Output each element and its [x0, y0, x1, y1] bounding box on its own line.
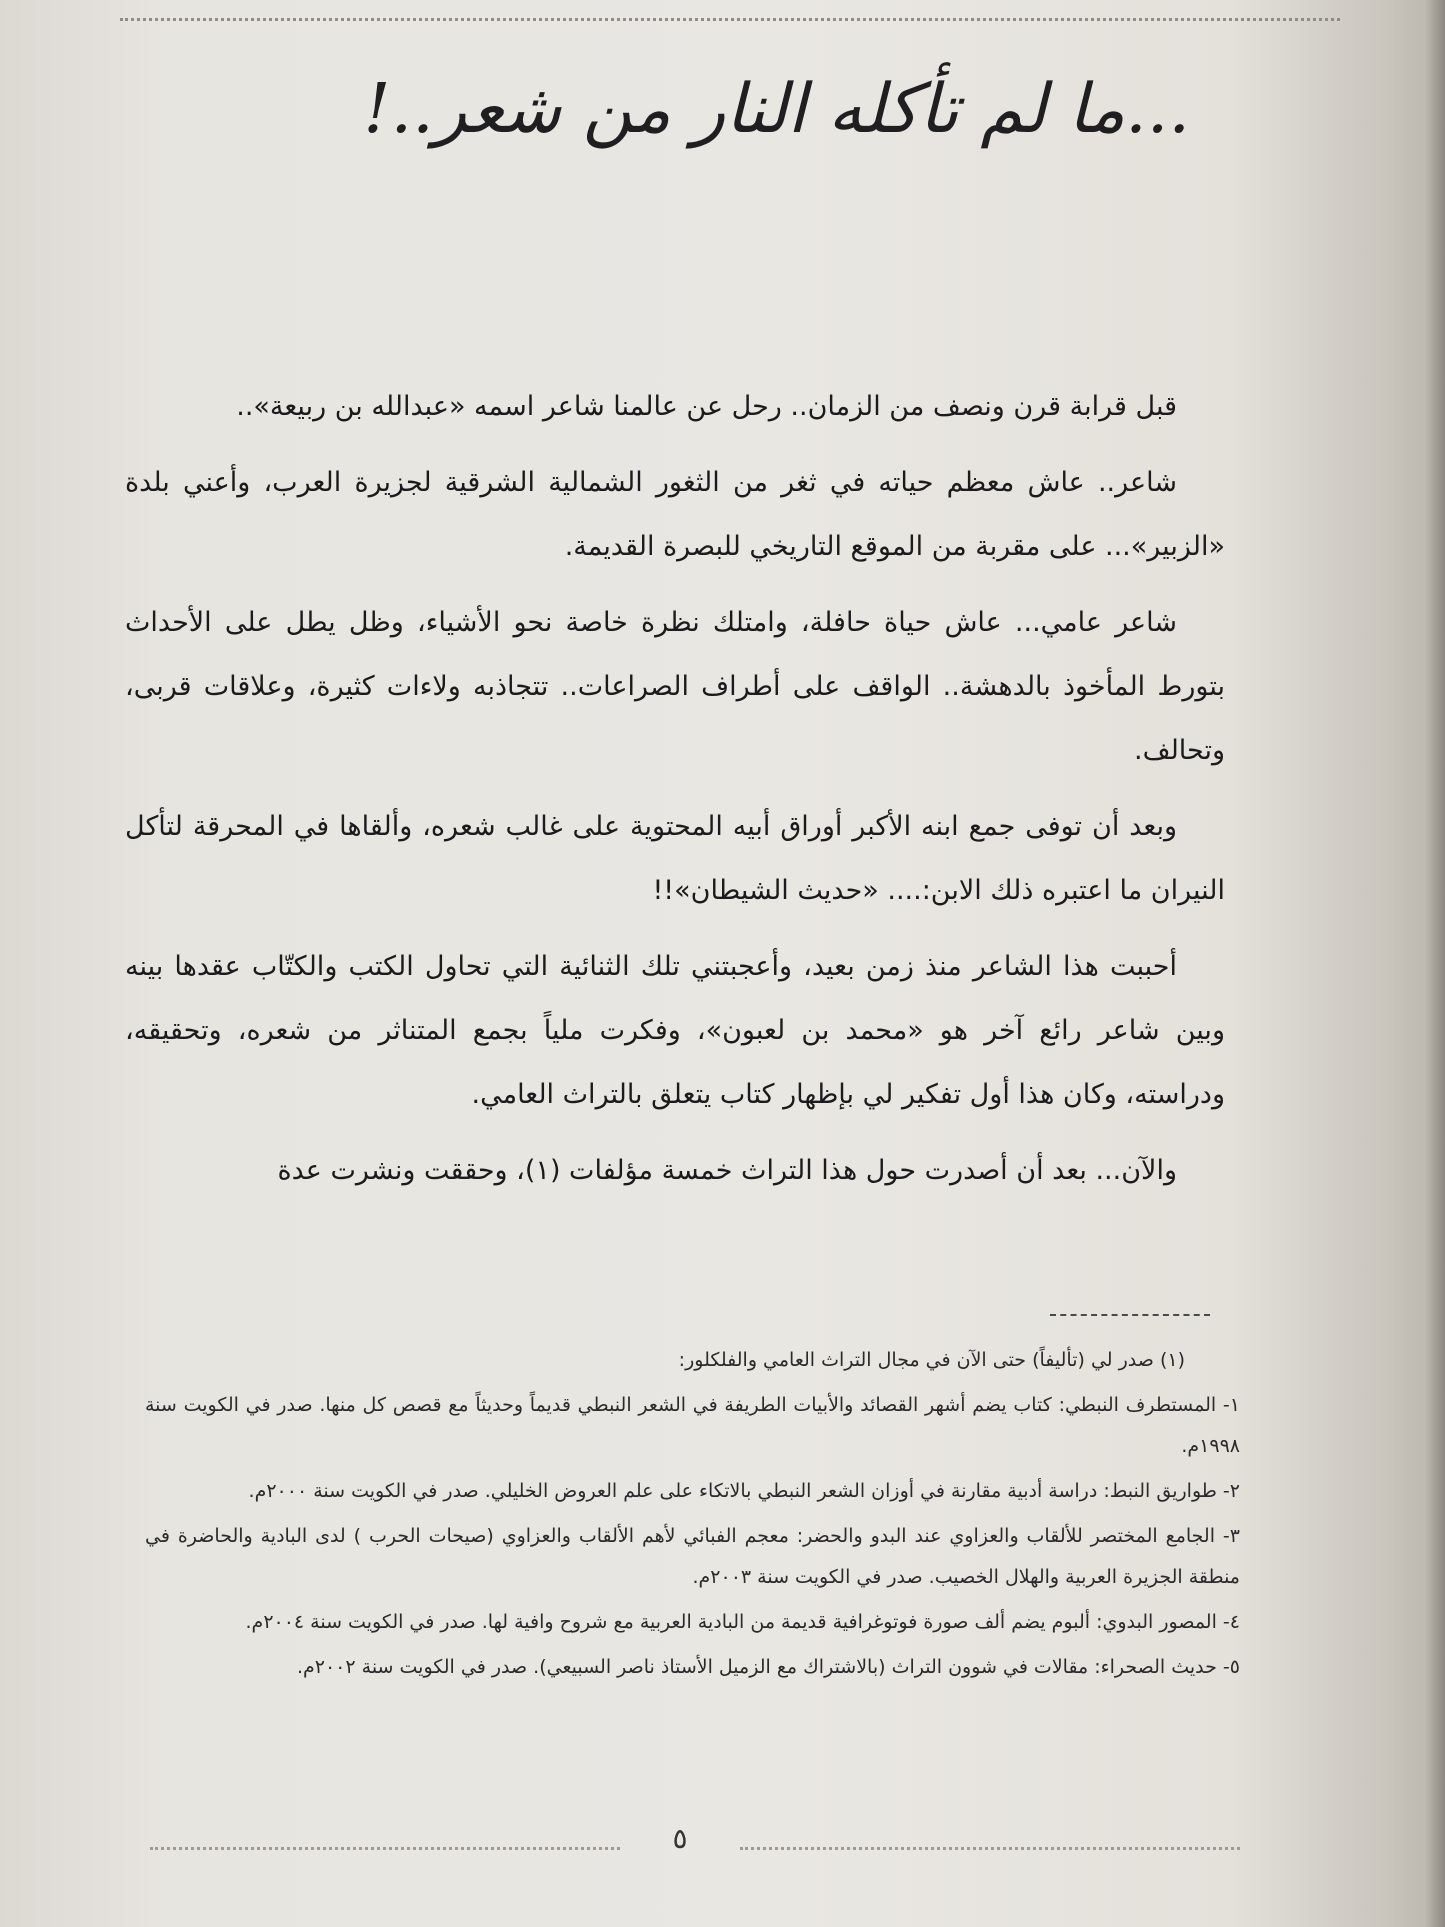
paragraph: وبعد أن توفى جمع ابنه الأكبر أوراق أبيه المحتوية على غالب شعره، وألقاها في المحرقة لتأكل النيران ما اعتبره ذلك الابن:.... «حديث الشيطان»!! — [125, 811, 1225, 906]
footnote-separator — [1050, 1314, 1210, 1316]
footnote-heading: (١) صدر لي (تأليفاً) حتى الآن في مجال التراث العامي والفلكلور: — [678, 1349, 1185, 1371]
footnote-item: ٢- طواريق النبط: دراسة أدبية مقارنة في أوزان الشعر النبطي بالاتكاء على علم العروض الخليلي. صدر في الكويت سنة ٢٠٠٠م. — [248, 1480, 1240, 1502]
body-text — [125, 375, 1225, 1215]
top-dotted-rule — [120, 18, 1340, 21]
paragraph: قبل قرابة قرن ونصف من الزمان.. رحل عن عالمنا شاعر اسمه «عبدالله بن ربيعة».. — [236, 391, 1177, 422]
footnote-item: ٣- الجامع المختصر للألقاب والعزاوي عند البدو والحضر: معجم الفبائي لأهم الألقاب والعزاوي (صيحات الحرب ) لدى البادية والحاضرة في منطقة الجزيرة العربية والهلال الخصيب. صدر في الكويت سنة ٢٠٠٣م. — [145, 1525, 1240, 1588]
paragraph: أحببت هذا الشاعر منذ زمن بعيد، وأعجبتني تلك الثنائية التي تحاول الكتب والكتّاب عقدها بينه وبين شاعر رائع آخر هو «محمد بن لعبون»، وفكرت ملياً بجمع المتناثر من شعره، وتحقيقه، ودراسته، وكان هذا أول تفكير لي بإظهار كتاب يتعلق بالتراث العامي. — [125, 951, 1225, 1110]
paragraph: شاعر عامي... عاش حياة حافلة، وامتلك نظرة خاصة نحو الأشياء، وظل يطل على الأحداث بتورط المأخوذ بالدهشة.. الواقف على أطراف الصراعات.. تتجاذبه ولاءات كثيرة، وعلاقات قربى، وتحالف. — [125, 607, 1225, 766]
page-edge-shadow — [1425, 0, 1445, 1927]
footnote-item: ١- المستطرف النبطي: كتاب يضم أشهر القصائد والأبيات الطريفة في الشعر النبطي قديماً وحديثاً مع قصص كل منها. صدر في الكويت سنة ١٩٩٨م. — [145, 1394, 1240, 1457]
chapter-title: ...ما لم تأكله النار من شعر..! — [363, 70, 1190, 149]
bottom-dotted-rule-left — [150, 1847, 620, 1850]
paragraph: والآن... بعد أن أصدرت حول هذا التراث خمسة مؤلفات (١)، وحققت ونشرت عدة — [277, 1155, 1177, 1186]
paragraph: شاعر.. عاش معظم حياته في ثغر من الثغور الشمالية الشرقية لجزيرة العرب، وأعني بلدة «الزبير»... على مقربة من الموقع التاريخي للبصرة القديمة. — [125, 467, 1225, 562]
footnote-item: ٤- المصور البدوي: ألبوم يضم ألف صورة فوتوغرافية قديمة من البادية العربية مع شروح وافية لها. صدر في الكويت سنة ٢٠٠٤م. — [245, 1611, 1240, 1633]
page-number: ٥ — [672, 1822, 688, 1855]
bottom-dotted-rule-right — [740, 1847, 1240, 1850]
footnotes — [145, 1340, 1240, 1692]
footnote-item: ٥- حديث الصحراء: مقالات في شوون التراث (بالاشتراك مع الزميل الأستاذ ناصر السبيعي). صدر في الكويت سنة ٢٠٠٢م. — [296, 1656, 1240, 1678]
